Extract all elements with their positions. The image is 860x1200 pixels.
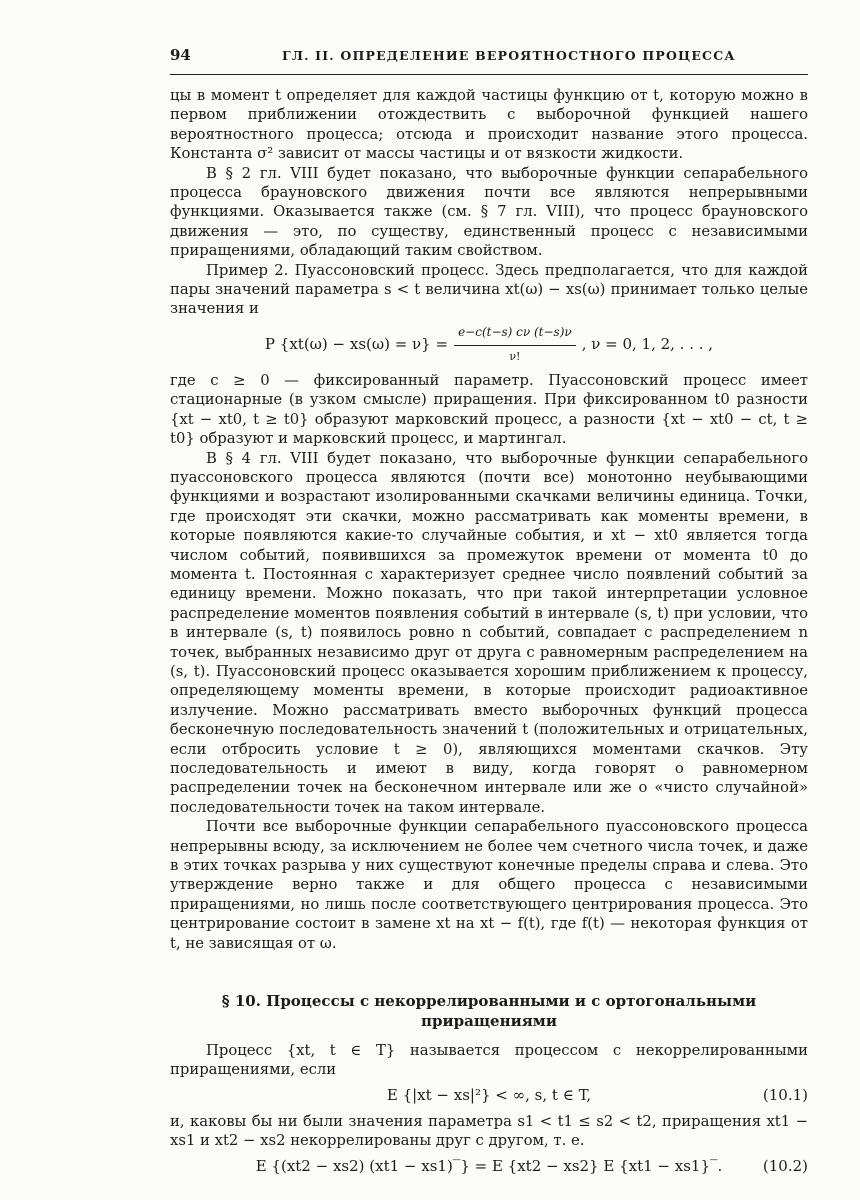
formula-numerator: e−c(t−s) cν (t−s)ν bbox=[454, 323, 576, 345]
page-header bbox=[170, 44, 808, 75]
equation-10-1 bbox=[170, 1080, 808, 1112]
formula-fraction bbox=[454, 323, 576, 366]
formula-denominator: ν! bbox=[509, 349, 521, 363]
running-head: ГЛ. II. ОПРЕДЕЛЕНИЕ ВЕРОЯТНОСТНОГО ПРОЦЕССА bbox=[282, 48, 736, 63]
equation-10-2 bbox=[170, 1151, 808, 1183]
formula-rhs: , ν = 0, 1, 2, . . . , bbox=[581, 335, 714, 354]
paragraph-6: Почти все выборочные функции сепарабельного пуассоновского процесса непрерывны всюду, за исключением не более чем счетного числа точек, и даже в этих точках разрыва у них существуют конечные пределы справа и слева. Это утверждение верно также и для общего процесса с независимыми приращениями, но лишь после соответствующего центрирования процесса. Это центрирование состоит в замене xt на xt − f(t), где f(t) — некоторая функция от t, не зависящая от ω. bbox=[170, 818, 808, 952]
poisson-distribution-formula bbox=[170, 323, 808, 367]
body-text bbox=[170, 86, 808, 1183]
equation-10-2-body: E {(xt2 − xs2) (xt1 − xs1)‾} = E {xt2 − xs2} E {xt1 − xs1}‾. bbox=[255, 1156, 723, 1175]
section-title-line-2: приращениями bbox=[421, 1012, 557, 1031]
equation-10-1-number: (10.1) bbox=[762, 1086, 808, 1105]
paragraph-1: цы в момент t определяет для каждой частицы функцию от t, которую можно в первом приближении отождествить с выборочной функцией нашего вероятностного процесса; отсюда и происходит название этого процесса. Константа σ² зависит от массы частицы и от вязкости жидкости. bbox=[170, 87, 808, 163]
paragraph-5: В § 4 гл. VIII будет показано, что выборочные функции сепарабельного пуассоновского процесса являются (почти все) монотонно неубывающими функциями и возрастают изолированными скачками величины единица. Точки, где происходят эти скачки, можно рассматривать как моменты времени, в которые появляются какие-то случайные события, и xt − xt0 является тогда числом событий, появившихся за промежуток времени от момента t0 до момента t. Постоянная c характеризует среднее число появлений событий за единицу времени. Можно показать, что при такой интерпретации условное распределение моментов появления событий в интервале (s, t) при условии, что в интервале (s, t) появилось ровно n событий, совпадает с распределением n точек, выбранных независимо друг от друга с равномерным распределением на (s, t). Пуассоновский процесс оказывается хорошим приближением к процессу, определяющему моменты времени, в которые происходит радиоактивное излучение. Можно рассматривать вместо выборочных функций процесса бесконечную последовательность значений t (положительных и отрицательных, если отбросить условие t ≥ 0), являющихся моментами скачков. Эту последовательность и имеют в виду, когда говорят о равномерном распределении точек на бесконечном интервале или же о «чисто случайной» последовательности точек на таком интервале. bbox=[170, 449, 808, 816]
page-number: 94 bbox=[170, 46, 191, 64]
section-heading bbox=[170, 991, 808, 1031]
paragraph-4: где c ≥ 0 — фиксированный параметр. Пуассоновский процесс имеет стационарные (в узком смысле) приращения. При фиксированном t0 разности {xt − xt0, t ≥ t0} образуют марковский процесс, а разности {xt − xt0 − ct, t ≥ t0} образуют и марковский процесс, и мартингал. bbox=[170, 371, 808, 448]
equation-10-1-body: E {|xt − xs|²} < ∞, s, t ∈ T, bbox=[386, 1086, 592, 1105]
paragraph-2: В § 2 гл. VIII будет показано, что выборочные функции сепарабельного процесса брауновского движения почти все являются непрерывными функциями. Оказывается также (см. § 7 гл. VIII), что процесс брауновского движения — это, по существу, единственный процесс с независимыми приращениями, обладающий таким свойством. bbox=[170, 164, 808, 260]
paragraph-8: и, каковы бы ни были значения параметра s1 < t1 ≤ s2 < t2, приращения xt1 − xs1 и xt2 − xs2 некоррелированы друг с другом, т. е. bbox=[170, 1112, 808, 1150]
formula-lhs: P {xt(ω) − xs(ω) = ν} = bbox=[264, 335, 449, 354]
equation-10-2-number: (10.2) bbox=[762, 1156, 808, 1175]
section-title-line-1: § 10. Процессы с некоррелированными и с ортогональными bbox=[221, 992, 757, 1011]
paragraph-7: Процесс {xt, t ∈ T} называется процессом с некоррелированными приращениями, если bbox=[170, 1042, 808, 1079]
paragraph-3-example-2: Пример 2. Пуассоновский процесс. Здесь предполагается, что для каждой пары значений параметра s < t величина xt(ω) − xs(ω) принимает только целые значения и bbox=[170, 261, 808, 318]
